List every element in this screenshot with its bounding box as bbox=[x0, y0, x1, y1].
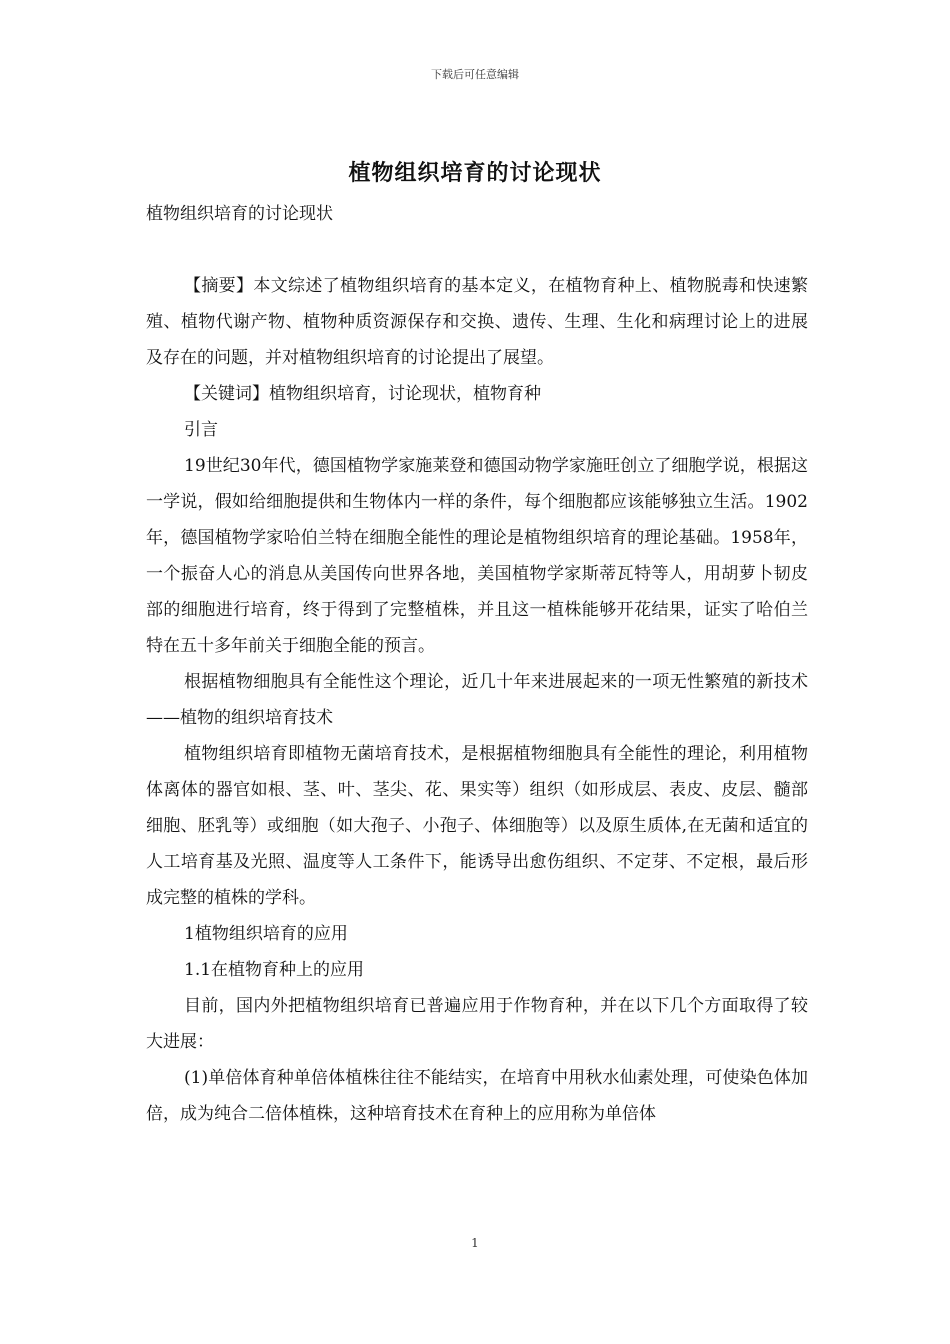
body-paragraph: 目前，国内外把植物组织培育已普遍应用于作物育种，并在以下几个方面取得了较大进展： bbox=[146, 996, 808, 1052]
body-paragraph: 根据植物细胞具有全能性这个理论，近几十年来进展起来的一项无性繁殖的新技术——植物的组织培育技术 bbox=[146, 672, 808, 728]
body-paragraph: 植物组织培育即植物无菌培育技术，是根据植物细胞具有全能性的理论，利用植物体离体的器官如根、茎、叶、茎尖、花、果实等）组织（如形成层、表皮、皮层、髓部细胞、胚乳等）或细胞（如大孢子、小孢子、体细胞等）以及原生质体,在无菌和适宜的人工培育基及光照、温度等人工条件下，能诱导出愈伤组织、不定芽、不定根，最后形成完整的植株的学科。 bbox=[146, 744, 808, 908]
document-title: 植物组织培育的讨论现状 bbox=[348, 160, 602, 186]
document-subtitle: 植物组织培育的讨论现状 bbox=[146, 204, 333, 224]
document-body bbox=[146, 196, 808, 1132]
body-paragraph: 19世纪30年代，德国植物学家施莱登和德国动物学家施旺创立了细胞学说，根据这一学说，假如给细胞提供和生物体内一样的条件，每个细胞都应该能够独立生活。1902年，德国植物学家哈伯兰特在细胞全能性的理论是植物组织培育的理论基础。1958年，一个振奋人心的消息从美国传向世界各地，美国植物学家斯蒂瓦特等人，用胡萝卜韧皮部的细胞进行培育，终于得到了完整植株，并且这一植株能够开花结果，证实了哈伯兰特在五十多年前关于细胞全能的预言。 bbox=[146, 456, 808, 656]
abstract-paragraph: 【摘要】本文综述了植物组织培育的基本定义，在植物育种上、植物脱毒和快速繁殖、植物代谢产物、植物种质资源保存和交换、遗传、生理、生化和病理讨论上的进展及存在的问题，并对植物组织培育的讨论提出了展望。 bbox=[146, 276, 808, 368]
section-heading-1-1: 1.1在植物育种上的应用 bbox=[184, 960, 365, 980]
section-heading-introduction: 引言 bbox=[184, 420, 218, 440]
page-number: 1 bbox=[471, 1236, 479, 1250]
body-paragraph: (1)单倍体育种单倍体植株往往不能结实，在培育中用秋水仙素处理，可使染色体加倍，成为纯合二倍体植株，这种培育技术在育种上的应用称为单倍体 bbox=[146, 1068, 808, 1124]
section-heading-1: 1植物组织培育的应用 bbox=[184, 924, 348, 944]
page-header-note: 下载后可任意编辑 bbox=[431, 68, 519, 81]
keywords-paragraph: 【关键词】植物组织培育，讨论现状，植物育种 bbox=[184, 384, 541, 404]
